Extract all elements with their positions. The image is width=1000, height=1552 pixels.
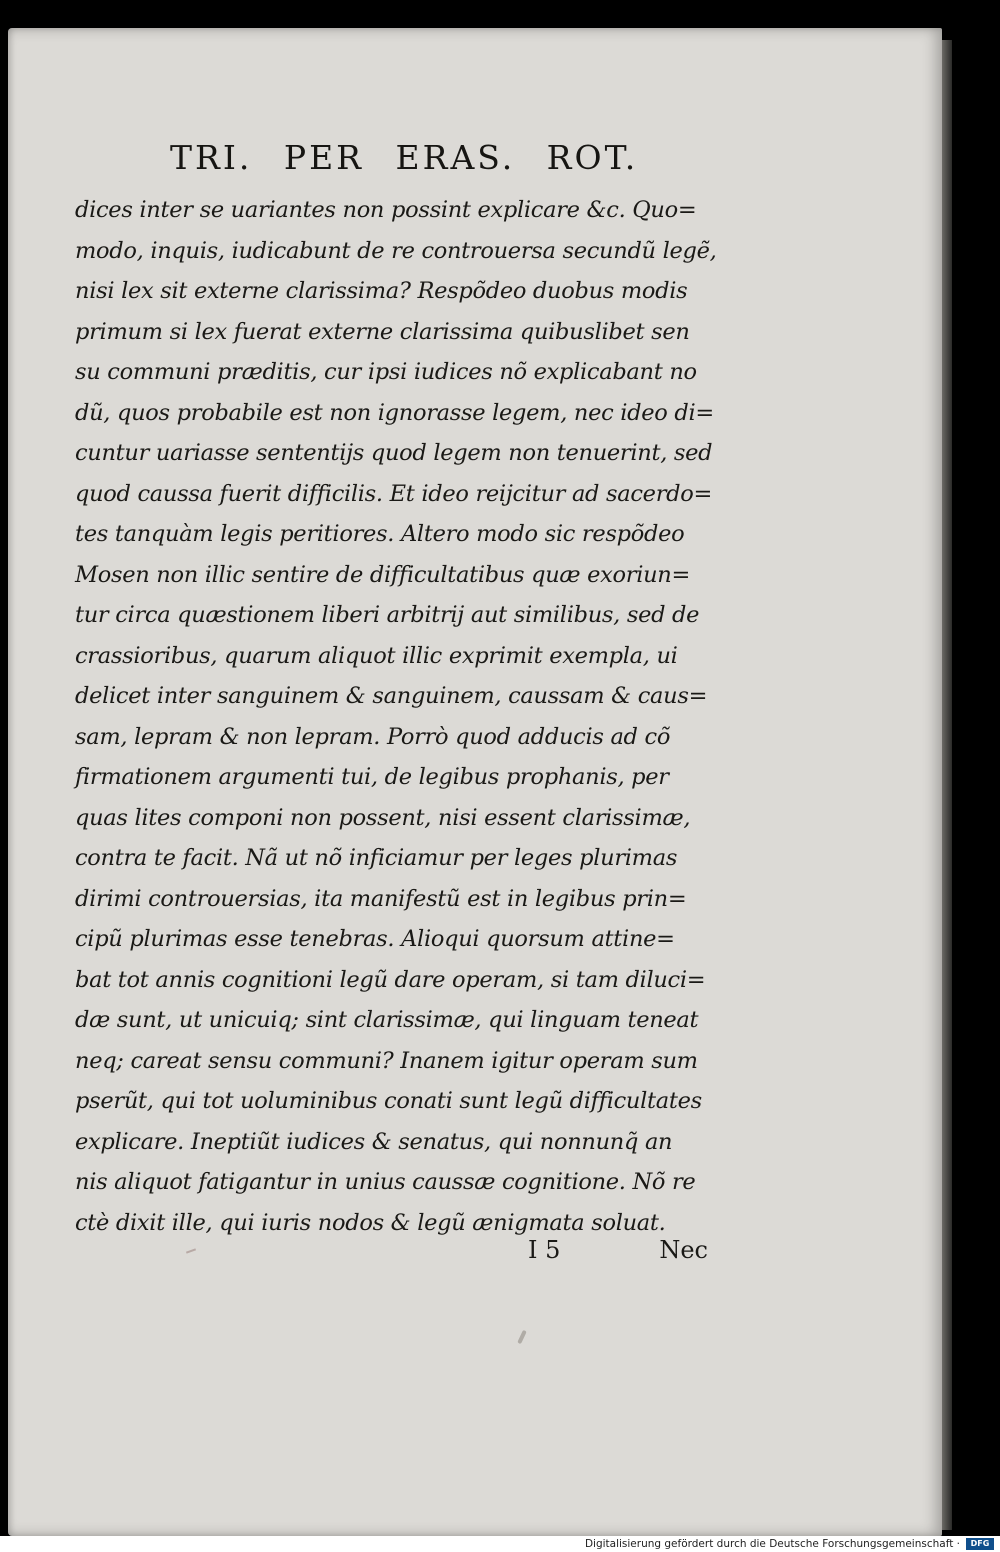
catchword: Nec <box>659 1236 708 1264</box>
text-line: dæ sunt, ut unicuiq; sint clarissimæ, qui linguam teneat <box>75 1007 699 1033</box>
text-line: primum si lex fuerat externe clarissima quibuslibet sen <box>75 318 690 345</box>
text-line: tur circa quæstionem liberi arbitrij aut similibus, sed de <box>75 602 700 628</box>
text-line: dirimi controuersias, ita manifestũ est in legibus prin= <box>75 885 687 912</box>
text-line: cipũ plurimas esse tenebras. Alioqui quorsum attine= <box>75 926 675 952</box>
text-line: quas lites componi non possent, nisi essent clarissimæ, <box>75 804 691 831</box>
text-line: bat tot annis cognitioni legũ dare operam, si tam diluci= <box>75 966 706 993</box>
text-line: firmationem argumenti tui, de legibus prophanis, per <box>75 764 669 790</box>
text-line: dices inter se uariantes non possint explicare &c. Quo= <box>75 197 697 223</box>
text-line: nisi lex sit externe clarissima? Respõdeo duobus modis <box>75 278 688 304</box>
running-head: TRI. PER ERAS. ROT. <box>170 138 639 177</box>
text-line: crassioribus, quarum aliquot illic exprimit exempla, ui <box>75 642 678 669</box>
catchwords-line <box>528 1236 708 1276</box>
text-line: contra te facit. Nã ut nõ inficiamur per leges plurimas <box>75 845 678 871</box>
text-line: modo, inquis, iudicabunt de re controuersa secundũ legẽ, <box>75 237 717 264</box>
text-line: su communi præditis, cur ipsi iudices nõ explicabant no <box>75 359 697 385</box>
text-line: sam, lepram & non lepram. Porrò quod adducis ad cõ <box>75 723 671 750</box>
text-line: cuntur uariasse sententijs quod legem non tenuerint, sed <box>75 440 713 466</box>
text-line: delicet inter sanguinem & sanguinem, caussam & caus= <box>75 683 708 709</box>
text-line: Mosen non illic sentire de difficultatibus quæ exoriun= <box>75 561 691 588</box>
text-line: ctè dixit ille, qui iuris nodos & legũ ænigmata soluat. <box>75 1209 666 1236</box>
signature-mark: I 5 <box>528 1236 561 1264</box>
text-line: pserũt, qui tot uoluminibus conati sunt legũ difficultates <box>75 1088 702 1114</box>
text-line: quod caussa fuerit difficilis. Et ideo reijcitur ad sacerdo= <box>75 480 713 507</box>
page-edge <box>942 40 952 1530</box>
text-line: explicare. Ineptiũt iudices & senatus, qui nonnunq̃ an <box>75 1128 673 1155</box>
text-line: dũ, quos probabile est non ignorasse legem, nec ideo di= <box>75 399 714 426</box>
body-text <box>75 190 715 1243</box>
text-line: tes tanquàm legis peritiores. Altero modo sic respõdeo <box>75 521 685 547</box>
text-line: nis aliquot fatigantur in unius caussæ cognitione. Nõ re <box>75 1169 696 1195</box>
text-line: neq; careat sensu communi? Inanem igitur operam sum <box>75 1047 698 1074</box>
footer-credit: Digitalisierung gefördert durch die Deutsche Forschungsgemeinschaft · <box>584 1538 960 1550</box>
dfg-logo: DFG <box>966 1538 994 1550</box>
